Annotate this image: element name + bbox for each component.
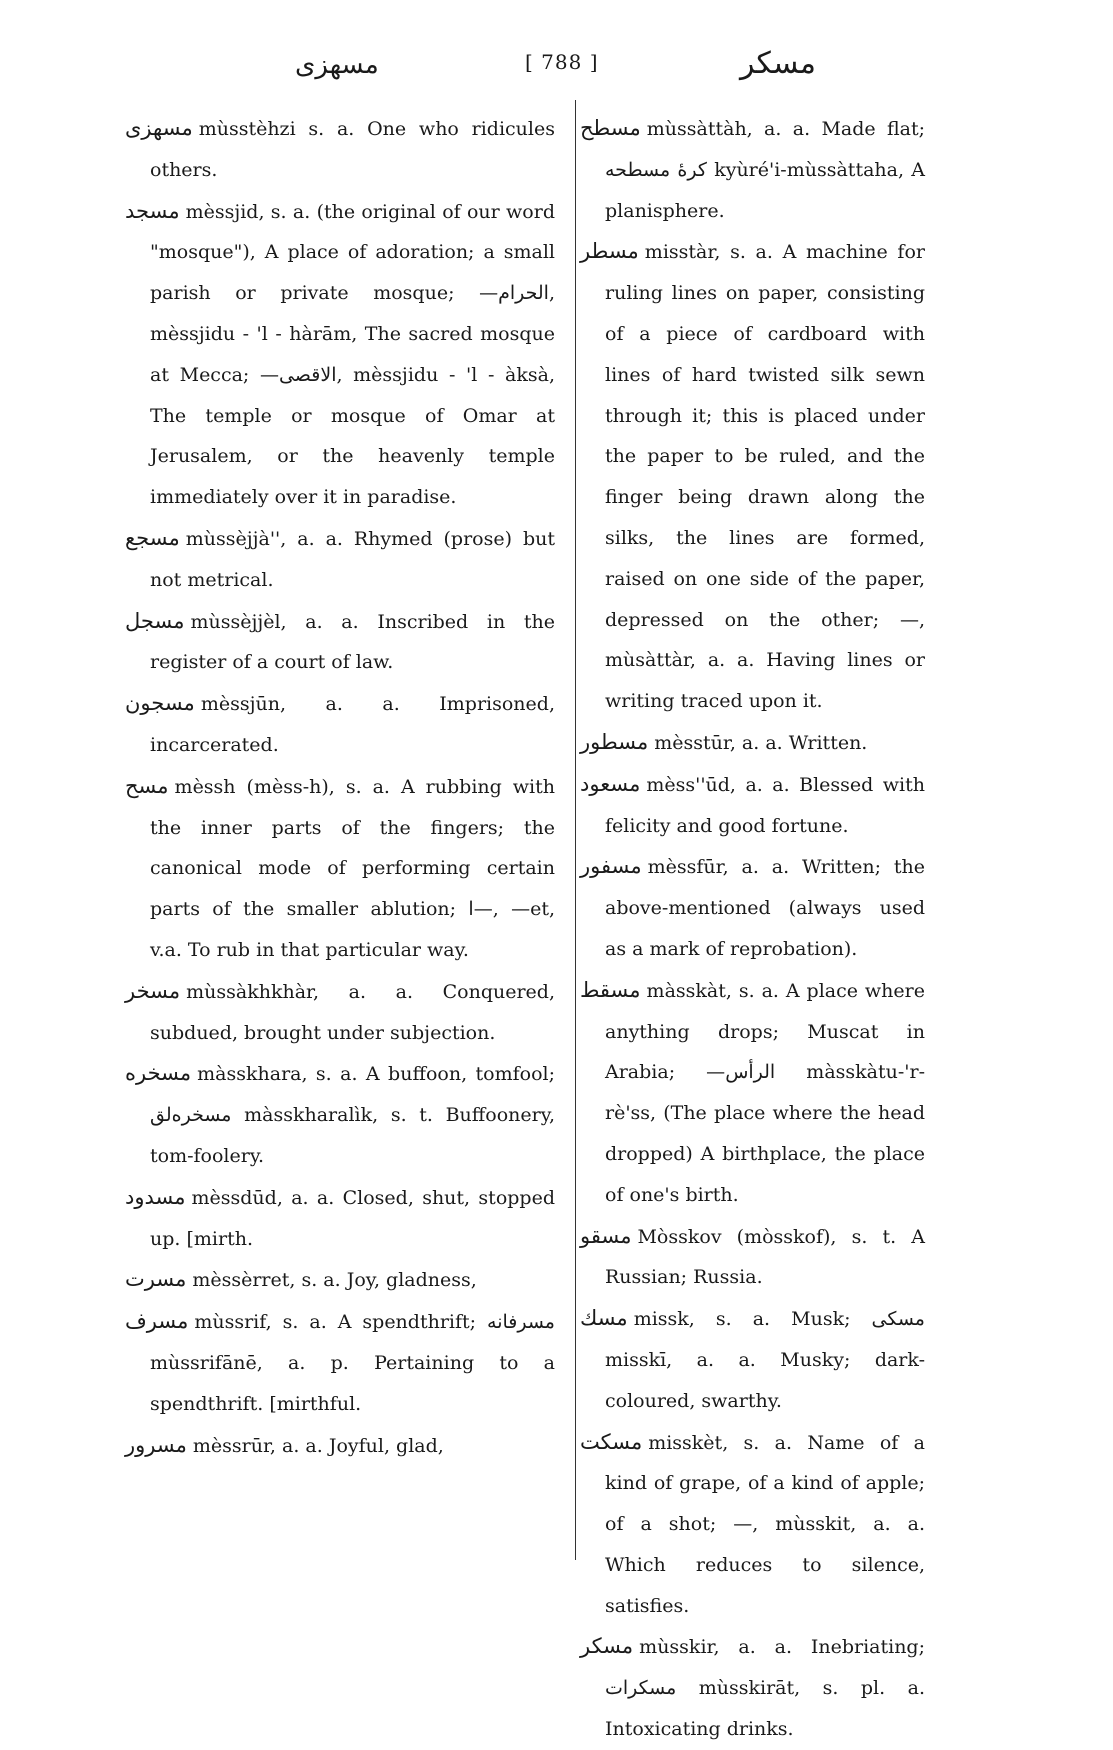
dictionary-entry	[125, 971, 555, 1054]
entry-arabic-headword: مسجون	[125, 691, 195, 716]
dictionary-entry	[125, 601, 555, 684]
dictionary-entry	[580, 722, 925, 764]
dictionary-entry	[125, 1259, 555, 1301]
entry-definition: mèssh (mèss-h), s. a. A rubbing with the inner parts of the fingers; the canonical mode of performing certain parts of the smaller ablution; ا—, —et, v.a. To rub in that particular way.	[150, 775, 556, 961]
entry-arabic-headword: مسعود	[580, 771, 641, 796]
entry-definition: mùssrif, s. a. A spendthrift; مسرفانه mùssrifānē, a. p. Pertaining to a spendthrift. [mirthful.	[150, 1311, 555, 1415]
entry-definition: mèssjid, s. a. (the original of our word "mosque"), A place of adoration; a small parish or private mosque; —الحرام, mèssjidu - 'l - hàrām, The sacred mosque at Mecca; —الاقصی, mèssjidu - 'l - àksà, The temple or mosque of Omar at Jerusalem, or the heavenly temple immediately over it in paradise.	[150, 200, 555, 509]
entry-definition: mèsstūr, a. a. Written.	[654, 731, 868, 754]
entry-arabic-headword: مسجل	[125, 608, 185, 633]
entry-arabic-headword: مسقو	[580, 1223, 632, 1248]
dictionary-entry	[125, 1425, 555, 1467]
left-column	[125, 108, 555, 1466]
right-column	[580, 108, 925, 1750]
entry-definition: misstàr, s. a. A machine for ruling lines on paper, consisting of a piece of cardboard with lines of hard twisted silk sewn through it; this is placed under the paper to be ruled, and the finger being drawn along the silks, the lines are formed, raised on one side of the paper, depressed on the other; —, mùsàttàr, a. a. Having lines or writing traced upon it.	[605, 241, 925, 713]
dictionary-entry	[125, 766, 555, 971]
entry-definition: mèssdūd, a. a. Closed, shut, stopped up. [mirth.	[150, 1186, 555, 1250]
entry-definition: mùssàttàh, a. a. Made flat; کرهٔ مسطحه kyùré'i-mùssàttaha, A planisphere.	[605, 118, 925, 222]
dictionary-entry	[580, 846, 925, 969]
dictionary-entry	[580, 970, 925, 1216]
entry-definition: màsskhara, s. a. A buffoon, tomfool; مسخره‌لق màsskharalìk, s. t. Buffoonery, tom-foolery.	[150, 1063, 555, 1167]
entry-definition: mùsskir, a. a. Inebriating; مسکرات mùsskirāt, s. pl. a. Intoxicating drinks.	[605, 1636, 925, 1741]
entry-arabic-headword: مسفور	[580, 854, 642, 879]
dictionary-entry	[580, 1626, 925, 1749]
dictionary-entry	[580, 1216, 925, 1299]
entry-definition: mùsstèhzi s. a. One who ridicules others.	[150, 118, 555, 181]
entry-definition: misskèt, s. a. Name of a kind of grape, of a kind of apple; of a shot; —, mùsskit, a. a. Which reduces to silence, satisfies.	[605, 1431, 925, 1617]
entry-arabic-headword: مسخره	[125, 1061, 192, 1086]
column-divider	[575, 100, 576, 1560]
entry-definition: mèssèrret, s. a. Joy, gladness,	[192, 1269, 477, 1292]
dictionary-entry	[125, 191, 555, 518]
entry-arabic-headword: مسدود	[125, 1184, 186, 1209]
entry-definition: mùssàkhkhàr, a. a. Conquered, subdued, brought under subjection.	[150, 980, 555, 1044]
entry-arabic-headword: مسرف	[125, 1309, 189, 1334]
entry-arabic-headword: مسخر	[125, 978, 181, 1003]
page-header	[120, 40, 980, 90]
entry-definition: mèss''ūd, a. a. Blessed with felicity and good fortune.	[605, 773, 925, 837]
entry-arabic-headword: مسکر	[580, 1634, 634, 1659]
dictionary-entry	[580, 231, 925, 722]
entry-arabic-headword: مسجد	[125, 198, 180, 223]
dictionary-entry	[125, 683, 555, 766]
page-number: [ 788 ]	[525, 50, 599, 74]
entry-arabic-headword: مسکت	[580, 1429, 643, 1454]
entry-definition: missk, s. a. Musk; مسکی misskī, a. a. Musky; dark-coloured, swarthy.	[605, 1308, 925, 1412]
entry-definition: mèssfūr, a. a. Written; the above-mentioned (always used as a mark of reprobation).	[605, 856, 925, 960]
dictionary-entry	[125, 1301, 555, 1424]
entry-arabic-headword: مسطر	[580, 239, 639, 264]
dictionary-entry	[125, 108, 555, 191]
right-running-headword: مسکر	[740, 46, 816, 81]
dictionary-entry	[125, 1053, 555, 1176]
entry-arabic-headword: مسرور	[125, 1432, 187, 1457]
entry-arabic-headword: مسهزی	[125, 116, 193, 140]
entry-arabic-headword: مسرت	[125, 1267, 187, 1292]
entry-arabic-headword: مسطور	[580, 729, 649, 754]
entry-definition: mèssrūr, a. a. Joyful, glad,	[192, 1434, 444, 1457]
entry-arabic-headword: مسح	[125, 773, 169, 798]
entry-definition: màsskàt, s. a. A place where anything drops; Muscat in Arabia; —الرأس màsskàtu-'r-rè'ss, (The place where the head dropped) A birthplace, the place of one's birth.	[605, 979, 926, 1206]
dictionary-entry	[580, 1298, 925, 1421]
dictionary-entry	[125, 1177, 555, 1260]
entry-definition: mùssèjjèl, a. a. Inscribed in the register of a court of law.	[150, 610, 555, 674]
entry-arabic-headword: مسك	[580, 1306, 628, 1331]
left-running-headword: مسهزی	[295, 50, 379, 80]
entry-definition: mùssèjjà'', a. a. Rhymed (prose) but not metrical.	[150, 527, 555, 591]
dictionary-entry	[125, 518, 555, 601]
entry-arabic-headword: مسجع	[125, 525, 180, 550]
dictionary-entry	[580, 1422, 925, 1627]
entry-definition: mèssjūn, a. a. Imprisoned, incarcerated.	[150, 693, 555, 756]
dictionary-entry	[580, 764, 925, 847]
entry-definition: Mòsskov (mòsskof), s. t. A Russian; Russia.	[605, 1225, 925, 1289]
entry-arabic-headword: مسقط	[580, 977, 641, 1002]
entry-arabic-headword: مسطح	[580, 116, 641, 140]
dictionary-entry	[580, 108, 925, 231]
